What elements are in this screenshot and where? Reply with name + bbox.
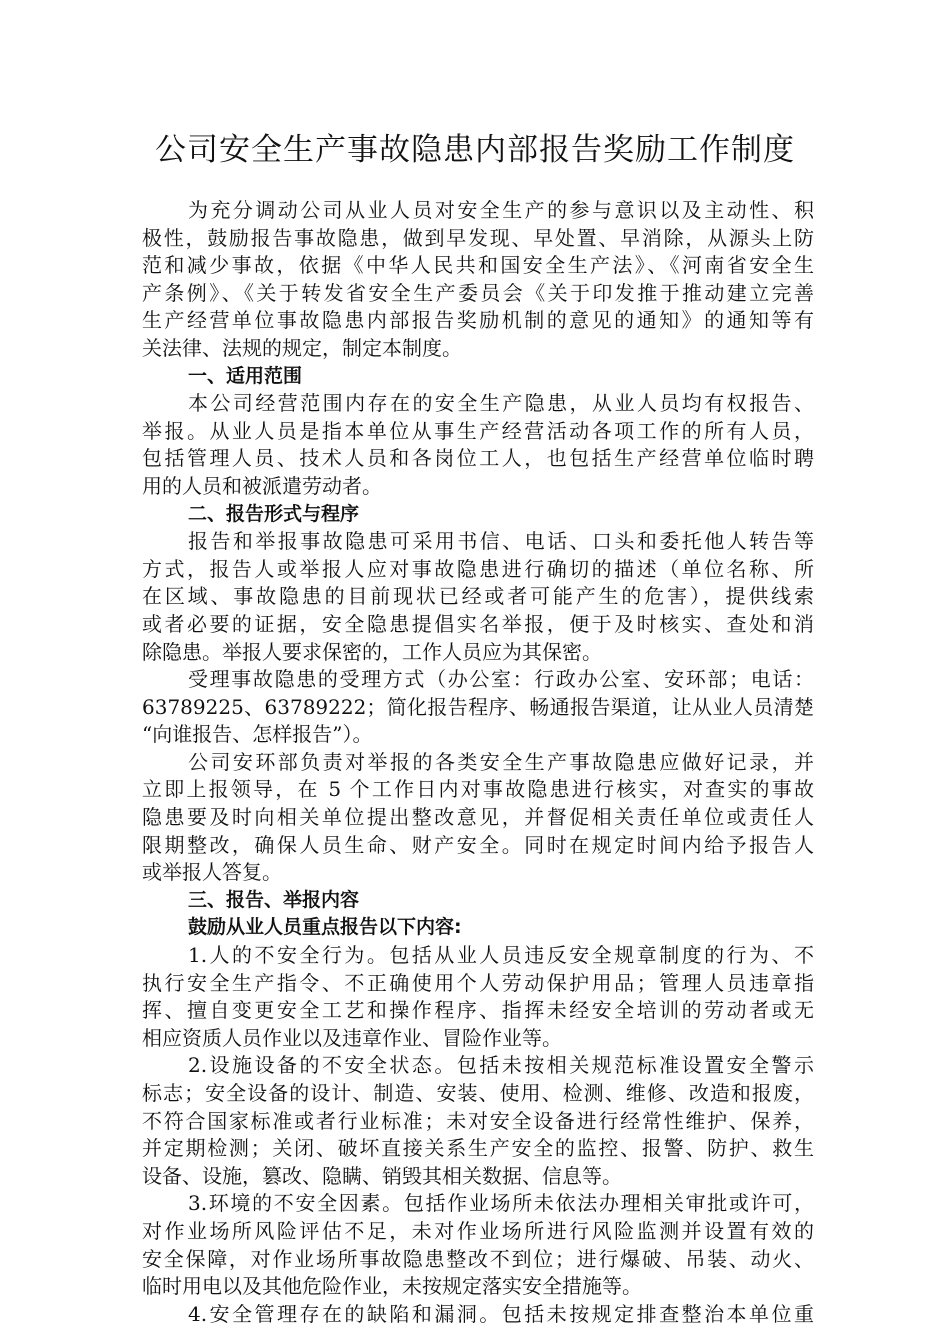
body-line: “向谁报告、怎样报告”）。 <box>142 722 373 747</box>
body-line: 生产经营单位事故隐患内部报告奖励机制的意见的通知》的通知等有 <box>142 308 814 333</box>
document-title: 公司安全生产事故隐患内部报告奖励工作制度 <box>155 132 795 168</box>
body-line: 立即上报领导，在 5 个工作日内对事故隐患进行核实，对查实的事故 <box>142 777 814 802</box>
body-line: 或者必要的证据，安全隐患提倡实名举报，便于及时核实、查处和消 <box>142 611 814 636</box>
document-body <box>142 197 814 1328</box>
body-line: 并定期检测；关闭、破坏直接关系生产安全的监控、报警、防护、救生 <box>142 1136 814 1161</box>
section-heading: 二、报告形式与程序 <box>188 502 360 525</box>
body-line: 执行安全生产指令、不正确使用个人劳动保护用品；管理人员违章指 <box>142 970 814 995</box>
section-heading: 鼓励从业人员重点报告以下内容: <box>188 916 462 939</box>
body-line: 1.人的不安全行为。包括从业人员违反安全规章制度的行为、不 <box>188 943 814 968</box>
body-line: 除隐患。举报人要求保密的，工作人员应为其保密。 <box>142 639 602 664</box>
body-line: 在区域、事故隐患的目前现状已经或者可能产生的危害），提供线索 <box>142 584 814 609</box>
body-line: 4.安全管理存在的缺陷和漏洞。包括未按规定排查整治本单位重 <box>188 1301 814 1326</box>
body-line: 为充分调动公司从业人员对安全生产的参与意识以及主动性、积 <box>188 198 814 222</box>
body-line: 3.环境的不安全因素。包括作业场所未依法办理相关审批或许可， <box>188 1191 814 1216</box>
body-line: 举报。从业人员是指本单位从事生产经营活动各项工作的所有人员， <box>142 418 814 443</box>
body-line: 安全保障，对作业场所事故隐患整改不到位；进行爆破、吊装、动火、 <box>142 1246 814 1271</box>
body-line: 产条例》、《关于转发省安全生产委员会《关于印发推于推动建立完善 <box>142 280 814 305</box>
body-line: 报告和举报事故隐患可采用书信、电话、口头和委托他人转告等 <box>188 529 814 554</box>
body-line: 2.设施设备的不安全状态。包括未按相关规范标准设置安全警示 <box>188 1053 814 1078</box>
body-line: 关法律、法规的规定，制定本制度。 <box>142 335 462 360</box>
body-line: 隐患要及时向相关单位提出整改意见，并督促相关责任单位或责任人 <box>142 805 814 830</box>
body-line: 用的人员和被派遣劳动者。 <box>142 473 382 498</box>
body-line: 相应资质人员作业以及违章作业、冒险作业等。 <box>142 1025 562 1050</box>
body-line: 标志；安全设备的设计、制造、安装、使用、检测、维修、改造和报废， <box>142 1081 814 1105</box>
body-line: 方式，报告人或举报人应对事故隐患进行确切的描述（单位名称、所 <box>142 556 814 581</box>
body-line: 公司安环部负责对举报的各类安全生产事故隐患应做好记录，并 <box>188 749 814 774</box>
body-line: 63789225、63789222；简化报告程序、畅通报告渠道，让从业人员清楚 <box>142 694 814 719</box>
body-line: 极性，鼓励报告事故隐患，做到早发现、早处置、早消除，从源头上防 <box>142 225 814 250</box>
body-line: 受理事故隐患的受理方式（办公室：行政办公室、安环部；电话： <box>188 667 814 692</box>
body-line: 范和减少事故，依据《中华人民共和国安全生产法》、《河南省安全生 <box>142 253 814 278</box>
body-line: 挥、擅自变更安全工艺和操作程序、指挥未经安全培训的劳动者或无 <box>142 998 814 1023</box>
body-line: 不符合国家标准或者行业标准；未对安全设备进行经常性维护、保养， <box>142 1108 814 1133</box>
section-heading: 三、报告、举报内容 <box>188 888 360 911</box>
section-heading: 一、适用范围 <box>188 364 303 387</box>
body-line: 或举报人答复。 <box>142 860 282 885</box>
body-line: 对作业场所风险评估不足，未对作业场所进行风险监测并设置有效的 <box>142 1218 814 1243</box>
body-line: 设备、设施，篡改、隐瞒、销毁其相关数据、信息等。 <box>142 1163 622 1188</box>
body-line: 本公司经营范围内存在的安全生产隐患，从业人员均有权报告、 <box>188 391 814 416</box>
body-line: 限期整改，确保人员生命、财产安全。同时在规定时间内给予报告人 <box>142 832 814 857</box>
body-line: 包括管理人员、技术人员和各岗位工人，也包括生产经营单位临时聘 <box>142 446 814 471</box>
body-line: 临时用电以及其他危险作业，未按规定落实安全措施等。 <box>142 1274 642 1299</box>
